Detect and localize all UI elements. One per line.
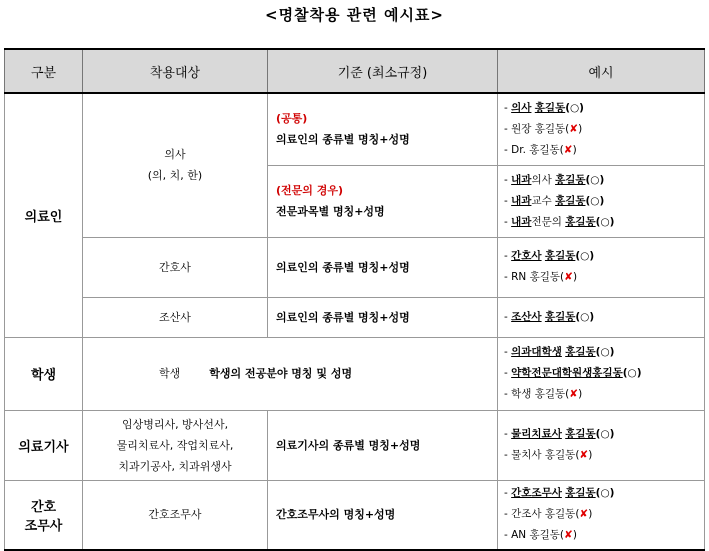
target-nursing-aide: 간호조무사 [83,480,268,550]
target-tech-line3: 치과기공사, 치과위생사 [118,459,232,473]
header-target: 착용대상 [83,49,268,93]
category-aide-line1: 간호 [30,499,57,515]
x-mark-icon: ✘ [563,143,573,156]
examples-doctor-common [498,93,705,165]
header-criterion: 기준 (최소규정) [268,49,498,93]
example-item: - 간호조무사 홍길동(○) [504,487,615,500]
common-criterion: 의료인의 종류별 명칭+성명 [276,133,410,147]
x-mark-icon: ✘ [579,508,589,521]
target-technicians [83,410,268,480]
examples-technicians [498,410,705,480]
example-item: - 의사 홍길동(○) [504,101,584,114]
x-mark-icon: ✘ [564,271,573,283]
example-item: - 내과전문의 홍길동(○) [504,215,615,228]
page-title: <명찰착용 관련 예시표> [265,6,444,24]
header-category: 구분 [5,49,83,93]
example-item: - 조산사 홍길동(○) [504,310,595,323]
example-item: - 간조사 홍길동(✘) [504,508,593,521]
examples-midwife [498,297,705,337]
example-item: - 학생 홍길동(✘) [504,388,583,400]
target-midwife: 조산사 [83,297,268,337]
examples-nursing-aide [498,480,705,550]
header-example: 예시 [498,49,705,93]
example-item: - 약학전문대학원생홍길동(○) [504,367,642,379]
target-doctor [83,93,268,237]
criterion-midwife: 의료인의 종류별 명칭+성명 [268,297,498,337]
category-nursing-aide [5,480,83,550]
x-mark-icon: ✘ [569,388,579,400]
target-doctor-line1: 의사 [164,148,186,162]
target-nurse: 간호사 [83,237,268,297]
criterion-nursing-aide: 간호조무사의 명칭+성명 [268,480,498,550]
category-medical-personnel: 의료인 [5,93,83,337]
criterion-doctor-specialist [268,165,498,237]
target-student: 학생 [159,367,181,380]
example-item: - 내과교수 홍길동(○) [504,194,605,207]
target-doctor-line2: (의, 치, 한) [147,169,203,183]
criterion-doctor-common [268,93,498,165]
examples-student [498,337,705,410]
common-label: (공통) [276,112,308,126]
example-item: - 물리치료사 홍길동(○) [504,428,615,440]
example-item: - 내과의사 홍길동(○) [504,173,605,186]
x-mark-icon: ✘ [569,122,579,135]
badge-example-table [4,48,705,551]
criterion-technicians: 의료기사의 종류별 명칭+성명 [268,410,498,480]
criterion-nurse: 의료인의 종류별 명칭+성명 [268,237,498,297]
example-item: - 원장 홍길동(✘) [504,122,583,135]
target-tech-line2: 물리치료사, 작업치료사, [116,438,234,452]
example-item: - 간호사 홍길동(○) [504,250,595,262]
examples-nurse [498,237,705,297]
specialist-criterion: 전문과목별 명칭+성명 [276,205,385,218]
category-aide-line2: 조무사 [24,518,63,534]
example-item: - RN 홍길동(✘) [504,271,578,283]
example-item: - 의과대학생 홍길동(○) [504,346,615,358]
x-mark-icon: ✘ [564,529,573,542]
examples-doctor-specialist [498,165,705,237]
target-criterion-student [83,337,498,410]
example-item: - Dr. 홍길동(✘) [504,143,577,156]
specialist-label: (전문의 경우) [276,184,344,197]
example-item: - 물치사 홍길동(✘) [504,449,593,461]
x-mark-icon: ✘ [579,449,589,461]
category-student: 학생 [5,337,83,410]
example-item: - AN 홍길동(✘) [504,529,577,542]
category-medical-technician: 의료기사 [5,410,83,480]
criterion-student: 학생의 전공분야 명칭 및 성명 [209,367,353,380]
target-tech-line1: 임상병리사, 방사선사, [121,417,229,431]
